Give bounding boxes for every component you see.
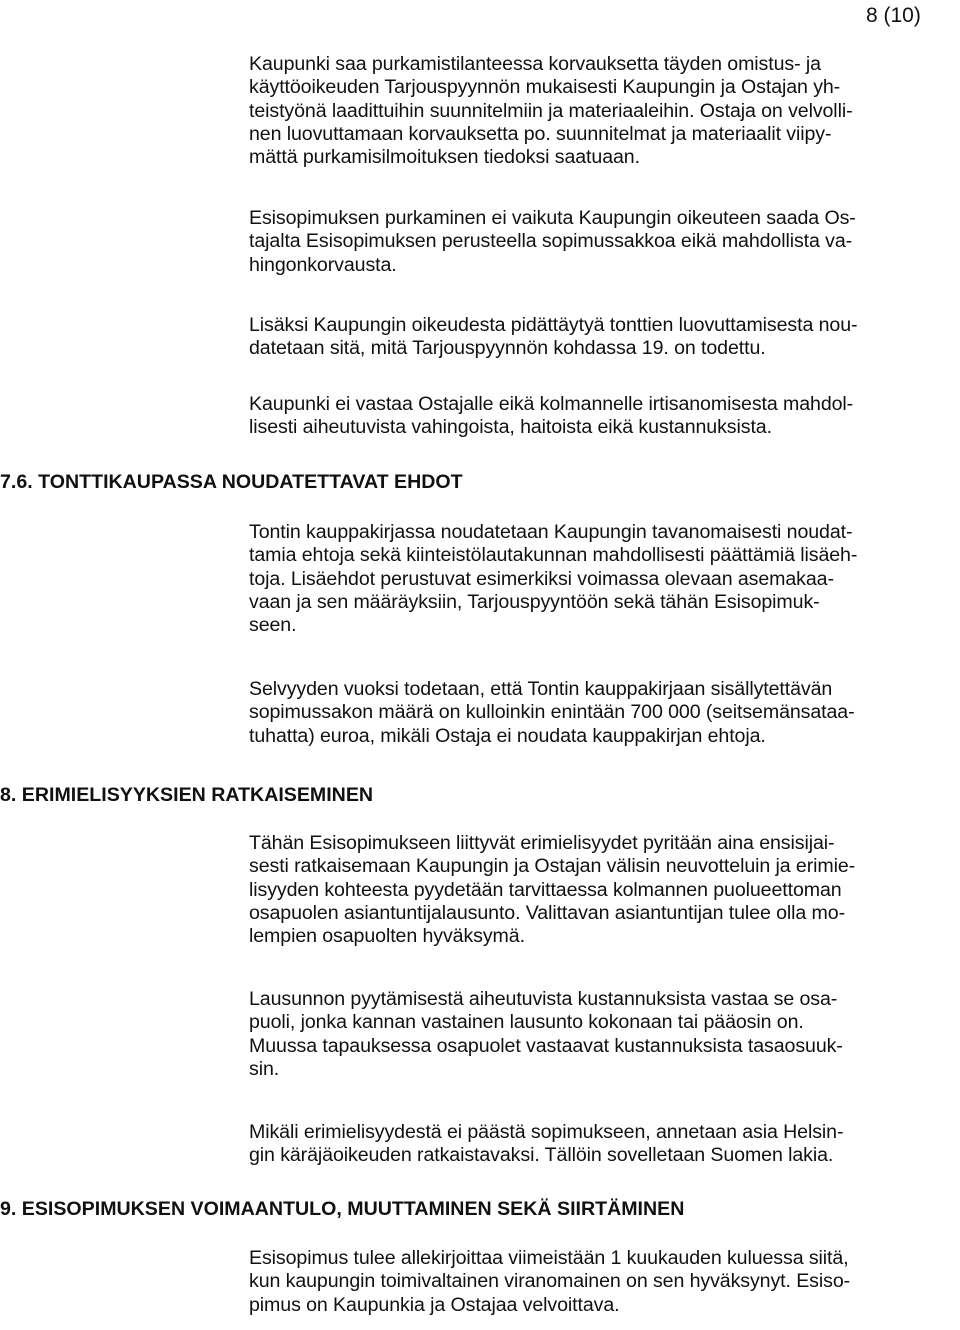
section-heading-8: 8. ERIMIELISYYKSIEN RATKAISEMINEN [0, 784, 374, 806]
paragraph-liability: Kaupunki ei vastaa Ostajalle eikä kolmannelle irtisanomisesta mahdol- lisesti aiheutuvista vahingoista, haitoista eikä kustannuksista. [249, 393, 854, 439]
paragraph-withholding: Lisäksi Kaupungin oikeudesta pidättäytyä tonttien luovuttamisesta nou- datetaan sitä, mitä Tarjouspyynnön kohdassa 19. on todettu. [249, 314, 858, 360]
paragraph-district-court: Mikäli erimielisyydestä ei päästä sopimukseen, annetaan asia Helsin- gin käräjäoikeuden ratkaistavaksi. Tällöin sovelletaan Suomen lakia. [249, 1121, 844, 1167]
paragraph-demolition-rights: Kaupunki saa purkamistilanteessa korvauksetta täyden omistus- ja käyttöoikeuden Tarjouspyynnön mukaisesti Kaupungin ja Ostajan yh- teistyönä laadittuihin suunnitelmiin ja materiaaleihin. Ostaja on velvolli- nen luovuttamaan korvauksetta po. suunnitelmat ja materiaalit viipy- mättä purkamisilmoituksen tiedoksi saatuaan. [249, 53, 853, 169]
page-number: 8 (10) [866, 4, 921, 27]
paragraph-deed-terms: Tontin kauppakirjassa noudatetaan Kaupungin tavanomaisesti noudat- tamia ehtoja sekä kiinteistölautakunnan mahdollisesti päättämiä lisäeh- toja. Lisäehdot perustuvat esimerkiksi voimassa olevaan asemakaa- vaan ja sen määräyksiin, Tarjouspyyntöön sekä tähän Esisopimuk- seen. [249, 521, 858, 637]
section-heading-7-6: 7.6. TONTTIKAUPASSA NOUDATETTAVAT EHDOT [0, 471, 463, 493]
paragraph-dispute-negotiation: Tähän Esisopimukseen liittyvät erimielisyydet pyritään aina ensisijai- sesti ratkaisemaan Kaupungin ja Ostajan välisin neuvotteluin ja erimie- lisyyden kohteesta pyydetään tarvittaessa kolmannen puolueettoman osapuolen asiantuntijalausunto. Valittavan asiantuntijan tulee olla mo- lempien osapuolten hyväksymä. [249, 832, 856, 948]
section-heading-9: 9. ESISOPIMUKSEN VOIMAANTULO, MUUTTAMINEN SEKÄ SIIRTÄMINEN [0, 1198, 685, 1220]
paragraph-entry-into-force: Esisopimus tulee allekirjoittaa viimeistään 1 kuukauden kuluessa siitä, kun kaupungin toimivaltainen viranomainen on sen hyväksynyt. Esiso- pimus on Kaupunkia ja Ostajaa velvoittava. [249, 1247, 851, 1316]
paragraph-penalty-amount: Selvyyden vuoksi todetaan, että Tontin kauppakirjaan sisällytettävän sopimussakon määrä on kulloinkin enintään 700 000 (seitsemänsataa- tuhatta) euroa, mikäli Ostaja ei noudata kauppakirjan ehtoja. [249, 678, 855, 747]
paragraph-termination-effect: Esisopimuksen purkaminen ei vaikuta Kaupungin oikeuteen saada Os- tajalta Esisopimuksen perusteella sopimussakkoa eikä mahdollista va- hingonkorvausta. [249, 207, 856, 276]
paragraph-statement-costs: Lausunnon pyytämisestä aiheutuvista kustannuksista vastaa se osa- puoli, jonka kannan vastainen lausunto kokonaan tai pääosin on. Muussa tapauksessa osapuolet vastaavat kustannuksista tasaosuuk- sin. [249, 988, 843, 1080]
